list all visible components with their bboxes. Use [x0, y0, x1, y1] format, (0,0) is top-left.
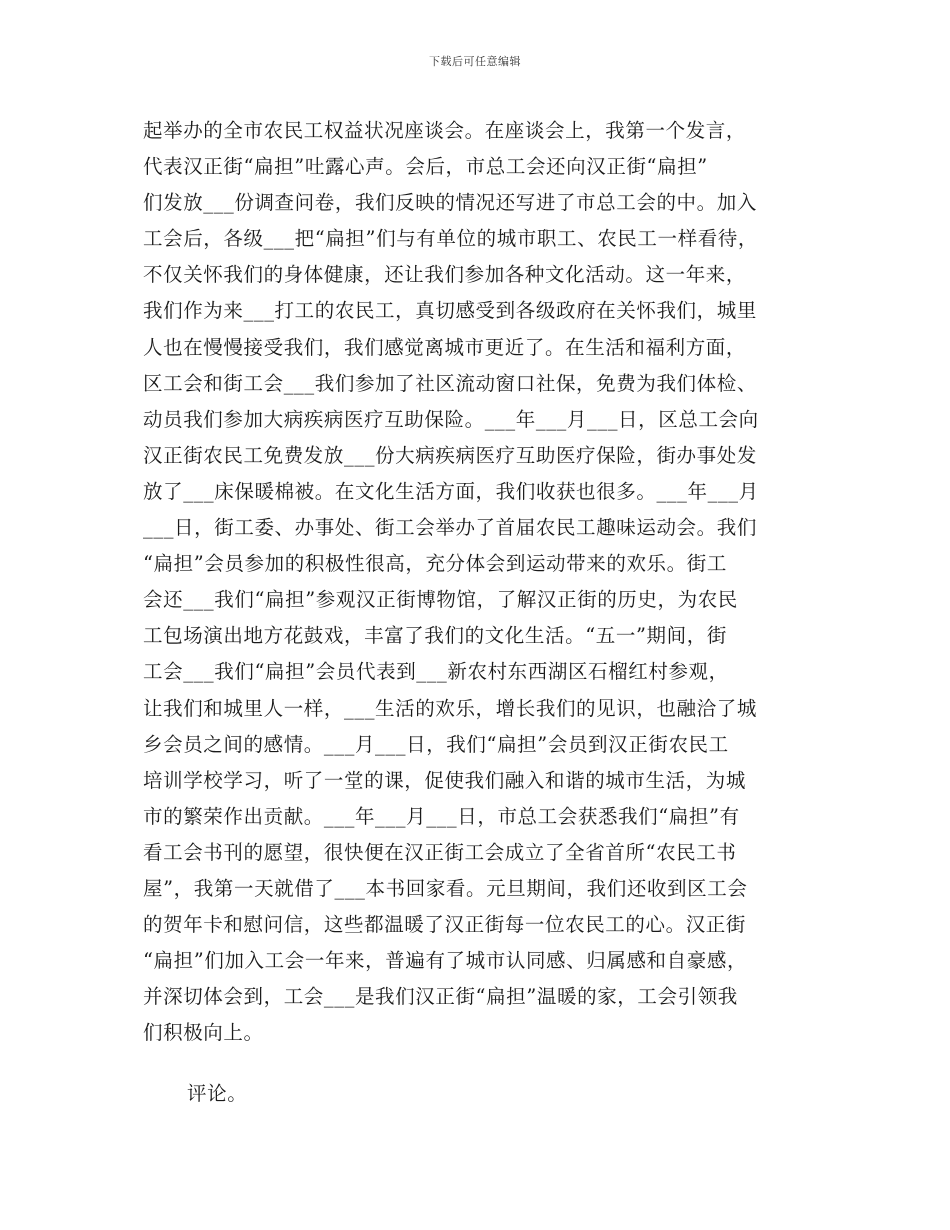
text-line: 不仅关怀我们的身体健康，还让我们参加各种文化活动。这一年来，: [143, 263, 747, 287]
text-line: 会还___我们“扁担”参观汉正街博物馆，了解汉正街的历史，为农民: [143, 588, 738, 612]
text-line: 放了___床保暖棉被。在文化生活方面，我们收获也很多。___年___月: [143, 479, 759, 503]
text-line: “扁担”们加入工会一年来，普遍有了城市认同感、归属感和自豪感，: [143, 949, 748, 973]
text-line: 区工会和街工会___我们参加了社区流动窗口社保，免费为我们体检、: [143, 371, 757, 395]
text-line: 屋”，我第一天就借了___本书回家看。元旦期间，我们还收到区工会: [143, 876, 748, 900]
body-paragraph: [143, 113, 813, 1051]
text-line: 乡会员之间的感情。___月___日，我们“扁担”会员到汉正街农民工: [143, 732, 729, 756]
text-line: 工会___我们“扁担”会员代表到___新农村东西湖区石榴红村参观，: [143, 660, 729, 684]
text-line: 们积极向上。: [143, 1021, 264, 1045]
text-line: “扁担”会员参加的积极性很高，充分体会到运动带来的欢乐。街工: [143, 552, 727, 576]
text-line: 让我们和城里人一样，___生活的欢乐，增长我们的见识，也融洽了城: [143, 696, 757, 720]
text-line: 工会后，各级___把“扁担”们与有单位的城市职工、农民工一样看待，: [143, 227, 758, 251]
closing-paragraph: 评论。: [187, 1082, 248, 1105]
text-line: 培训学校学习，听了一堂的课，促使我们融入和谐的城市生活，为城: [143, 768, 747, 792]
text-line: 们发放___份调查问卷，我们反映的情况还写进了市总工会的中。加入: [143, 191, 757, 215]
text-line: 市的繁荣作出贡献。___年___月___日，市总工会获悉我们“扁担”有: [143, 804, 740, 828]
text-line: 看工会书刊的愿望，很快便在汉正街工会成立了全省首所“农民工书: [143, 840, 737, 864]
page-header: 下载后可任意编辑: [429, 55, 521, 68]
text-line: ___日，街工委、办事处、街工会举办了首届农民工趣味运动会。我们: [143, 516, 757, 540]
text-line: 我们作为来___打工的农民工，真切感受到各级政府在关怀我们，城里: [143, 299, 757, 323]
text-line: 动员我们参加大病疾病医疗互助保险。___年___月___日，区总工会向: [143, 407, 759, 431]
text-line: 并深切体会到，工会___是我们汉正街“扁担”温暖的家，工会引领我: [143, 985, 738, 1009]
text-line: 起举办的全市农民工权益状况座谈会。在座谈会上，我第一个发言，: [143, 119, 747, 142]
text-line: 人也在慢慢接受我们，我们感觉离城市更近了。在生活和福利方面，: [143, 335, 747, 359]
text-line: 工包场演出地方花鼓戏，丰富了我们的文化生活。“五一”期间，街: [143, 624, 727, 648]
text-line: 的贺年卡和慰问信，这些都温暖了汉正街每一位农民工的心。汉正街: [143, 913, 747, 937]
text-line: 汉正街农民工免费发放___份大病疾病医疗互助医疗保险，街办事处发: [143, 443, 757, 467]
text-line: 代表汉正街“扁担”吐露心声。会后，市总工会还向汉正街“扁担”: [143, 155, 708, 179]
